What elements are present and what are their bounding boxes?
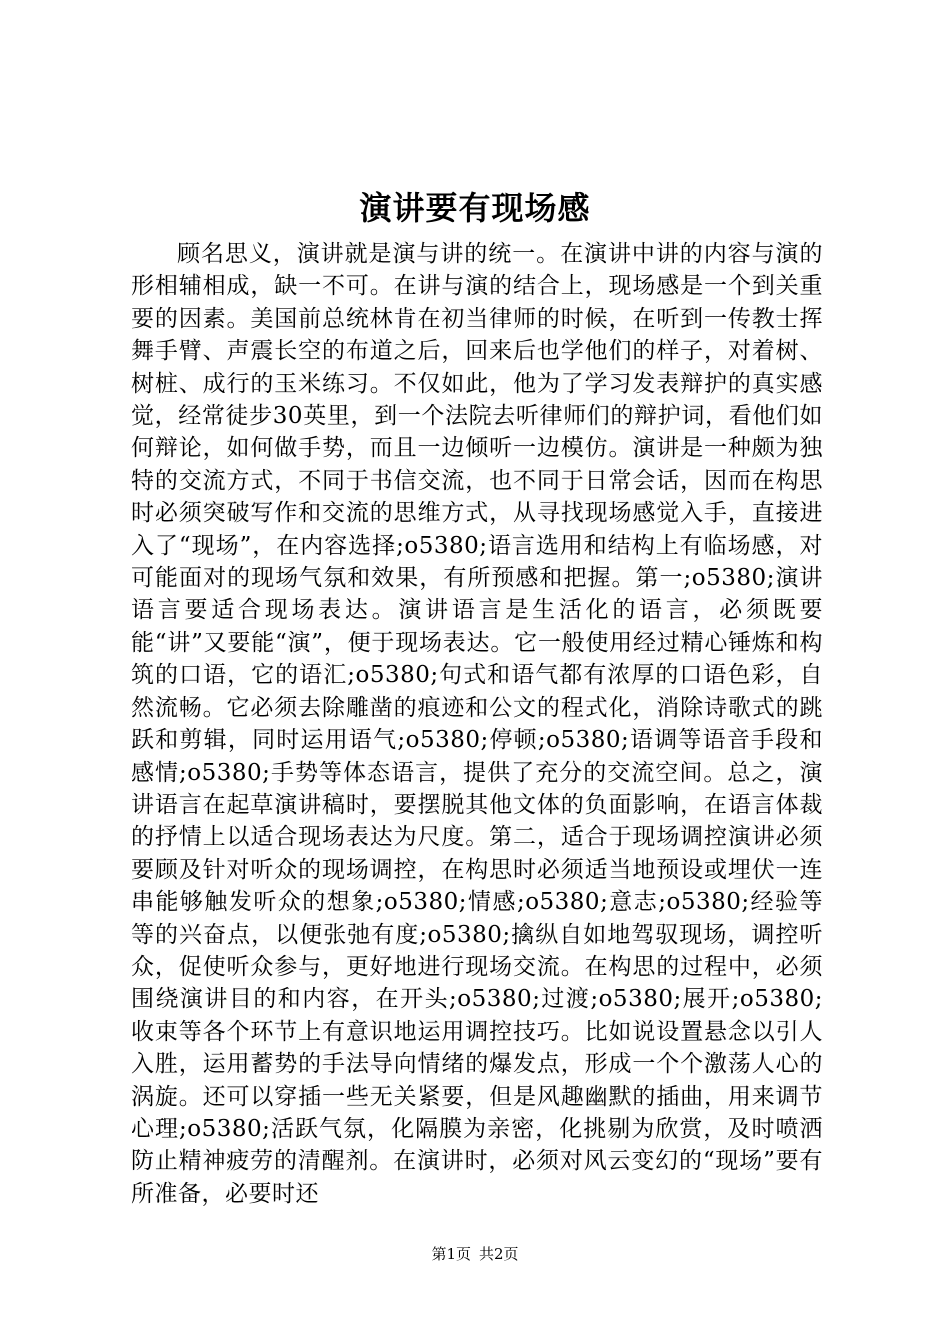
page-footer	[0, 1244, 950, 1264]
page-total: 共2页	[479, 1245, 519, 1263]
document-title: 演讲要有现场感	[359, 189, 591, 227]
document-body-paragraph: 顾名思义，演讲就是演与讲的统一。在演讲中讲的内容与演的形相辅相成，缺一不可。在讲与演的结合上，现场感是一个到关重要的因素。美国前总统林肯在初当律师的时候，在听到一传教士挥舞手臂、声震长空的布道之后，回来后也学他们的样子，对着树、树桩、成行的玉米练习。不仅如此，他为了学习发表辩护的真实感觉，经常徒步30英里，到一个法院去听律师们的辩护词，看他们如何辩论，如何做手势，而且一边倾听一边模仿。演讲是一种颇为独特的交流方式，不同于书信交流，也不同于日常会话，因而在构思时必须突破写作和交流的思维方式，从寻找现场感觉入手，直接进入了“现场”，在内容选择;o5380;语言选用和结构上有临场感，对可能面对的现场气氛和效果，有所预感和把握。第一;o5380;演讲语言要适合现场表达。演讲语言是生活化的语言，必须既要能“讲”又要能“演”，便于现场表达。它一般使用经过精心锤炼和构筑的口语，它的语汇;o5380;句式和语气都有浓厚的口语色彩，自然流畅。它必须去除雕凿的痕迹和公文的程式化，消除诗歌式的跳跃和剪辑，同时运用语气;o5380;停顿;o5380;语调等语音手段和感情;o5380;手势等体态语言，提供了充分的交流空间。总之，演讲语言在起草演讲稿时，要摆脱其他文体的负面影响，在语言体裁的抒情上以适合现场表达为尺度。第二，适合于现场调控演讲必须要顾及针对听众的现场调控，在构思时必须适当地预设或埋伏一连串能够触发听众的想象;o5380;情感;o5380;意志;o5380;经验等等的兴奋点，以便张弛有度;o5380;擒纵自如地驾驭现场，调控听众，促使听众参与，更好地进行现场交流。在构思的过程中，必须围绕演讲目的和内容，在开头;o5380;过渡;o5380;展开;o5380;收束等各个环节上有意识地运用调控技巧。比如说设置悬念以引人入胜，运用蓄势的手法导向情绪的爆发点，形成一个个激荡人心的涡旋。还可以穿插一些无关紧要，但是风趣幽默的插曲，用来调节心理;o5380;活跃气氛，化隔膜为亲密，化挑剔为欣赏，及时喷洒防止精神疲劳的清醒剂。在演讲时，必须对风云变幻的“现场”要有所准备，必要时还	[131, 241, 823, 1207]
page-number: 第1页	[431, 1245, 471, 1263]
